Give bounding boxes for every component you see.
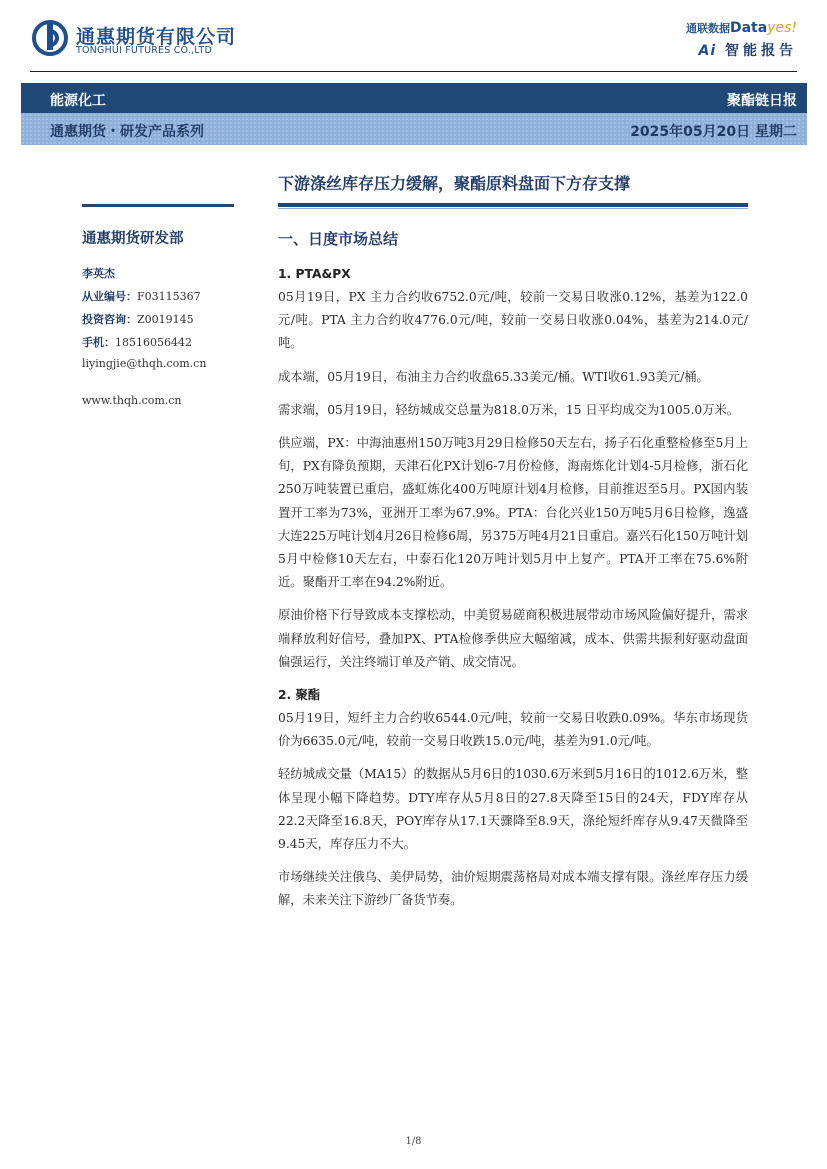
series-label: 通惠期货・研发产品系列: [50, 124, 204, 140]
ai-report-label: [698, 40, 797, 60]
report-title: 下游涤丝库存压力缓解，聚酯原料盘面下方存支撑: [278, 174, 631, 193]
company-logo-icon: [32, 20, 68, 56]
partner-data: Data: [729, 20, 768, 36]
consult-value: Z0019145: [137, 313, 194, 326]
banner-top: [21, 83, 807, 113]
license-value: F03115367: [137, 290, 201, 303]
license-line: [82, 288, 201, 304]
page-number: 1/8: [405, 1136, 422, 1147]
consult-line: [82, 311, 194, 327]
company-name-en: TONGHUI FUTURES CO.,LTD: [76, 45, 212, 56]
ai-logo: Ai: [698, 43, 717, 59]
company-name-cn: 通惠期货有限公司: [76, 26, 237, 48]
phone-label: 手机：: [82, 336, 115, 349]
paragraph-supply: 供应端，PX：中海油惠州150万吨3月29日检修50天左右，扬子石化重整检修至5月上旬，PX有降负预期，天津石化PX计划6-7月份检修，海南炼化计划4-5月检修，浙石化250万吨装置已重启，盛虹炼化400万吨原计划4月检修，目前推迟至5月。PX国内装置开工率为73%，亚洲开工率为67.9%。PTA：台化兴业150万吨5月6日检修，逸盛大连225万吨计划4月26日检修6周，另375万吨4月21日重启。嘉兴石化150万吨计划5月中检修10天左右，中泰石化120万吨计划5月中上复产。PTA开工率在75.6%附近。聚酯开工率在94.2%附近。: [278, 436, 748, 590]
partner-cn: 通联数据: [685, 22, 730, 35]
paragraph-outlook: 原油价格下行导致成本支撑松动，中美贸易磋商积极进展带动市场风险偏好提升，需求端释放利好信号，叠加PX、PTA检修季供应大幅缩减，成本、供需共振利好驱动盘面偏强运行，关注终端订单及产销、成交情况。: [278, 608, 748, 669]
paragraph-demand: 需求端，05月19日，轻纺城成交总量为818.0万米，15 日平均成交为1005.0万米。: [278, 402, 740, 417]
category-label: 能源化工: [50, 93, 106, 109]
header-divider: [30, 71, 797, 72]
paragraph-inventory: 轻纺城成交量（MA15）的数据从5月6日的1030.6万米到5月16日的1012.6万米，整体呈现小幅下降趋势。DTY库存从5月8日的27.8天降至15日的24天，FDY库存从22.2天降至16.8天，POY库存从17.1天骤降至8.9天，涤纶短纤库存从9.47天微降至9.45天，库存压力不大。: [278, 767, 748, 852]
paragraph-polyester-outlook: 市场继续关注俄乌、美伊局势，油价短期震荡格局对成本端支撑有限。涤丝库存压力缓解，未来关注下游纱厂备货节奏。: [278, 870, 748, 908]
title-rule: [278, 203, 748, 207]
report-type-label: 聚酯链日报: [727, 93, 797, 109]
license-label: 从业编号：: [82, 290, 137, 303]
website-link[interactable]: www.thqh.com.cn: [82, 394, 182, 407]
partner-brand: [686, 20, 797, 36]
paragraph-price: 05月19日，PX 主力合约收6752.0元/吨，较前一交易日收涨0.12%，基差为122.0元/吨。PTA 主力合约收4776.0元/吨，较前一交易日收涨0.04%，基差为214.0元/吨。: [278, 290, 748, 351]
analyst-name: 李英杰: [82, 267, 115, 280]
section-heading-1: 一、日度市场总结: [278, 230, 399, 248]
paragraph-polyester-price: 05月19日，短纤主力合约收6544.0元/吨，较前一交易日收跌0.09%。华东市场现货价为6635.0元/吨，较前一交易日收跌15.0元/吨，基差为91.0元/吨。: [278, 711, 748, 749]
partner-yes: yes!: [767, 20, 797, 36]
paragraph-cost: 成本端，05月19日，布油主力合约收盘65.33美元/桶。WTI收61.93美元/桶。: [278, 369, 709, 384]
title-rule-thin: [278, 208, 748, 209]
report-body: [278, 263, 748, 923]
subheading-polyester: 2. 聚酯: [278, 688, 321, 703]
phone-line: [82, 334, 192, 350]
subheading-pta-px: 1. PTA&PX: [278, 267, 351, 281]
sidebar-dept: 通惠期货研发部: [82, 231, 184, 247]
ai-report-text: 智能报告: [725, 43, 797, 59]
sidebar-rule: [82, 204, 234, 207]
phone-value: 18516056442: [115, 336, 192, 349]
report-date: 2025年05月20日 星期二: [630, 124, 797, 140]
consult-label: 投资咨询：: [82, 313, 137, 326]
email-link[interactable]: liyingjie@thqh.com.cn: [82, 357, 207, 370]
